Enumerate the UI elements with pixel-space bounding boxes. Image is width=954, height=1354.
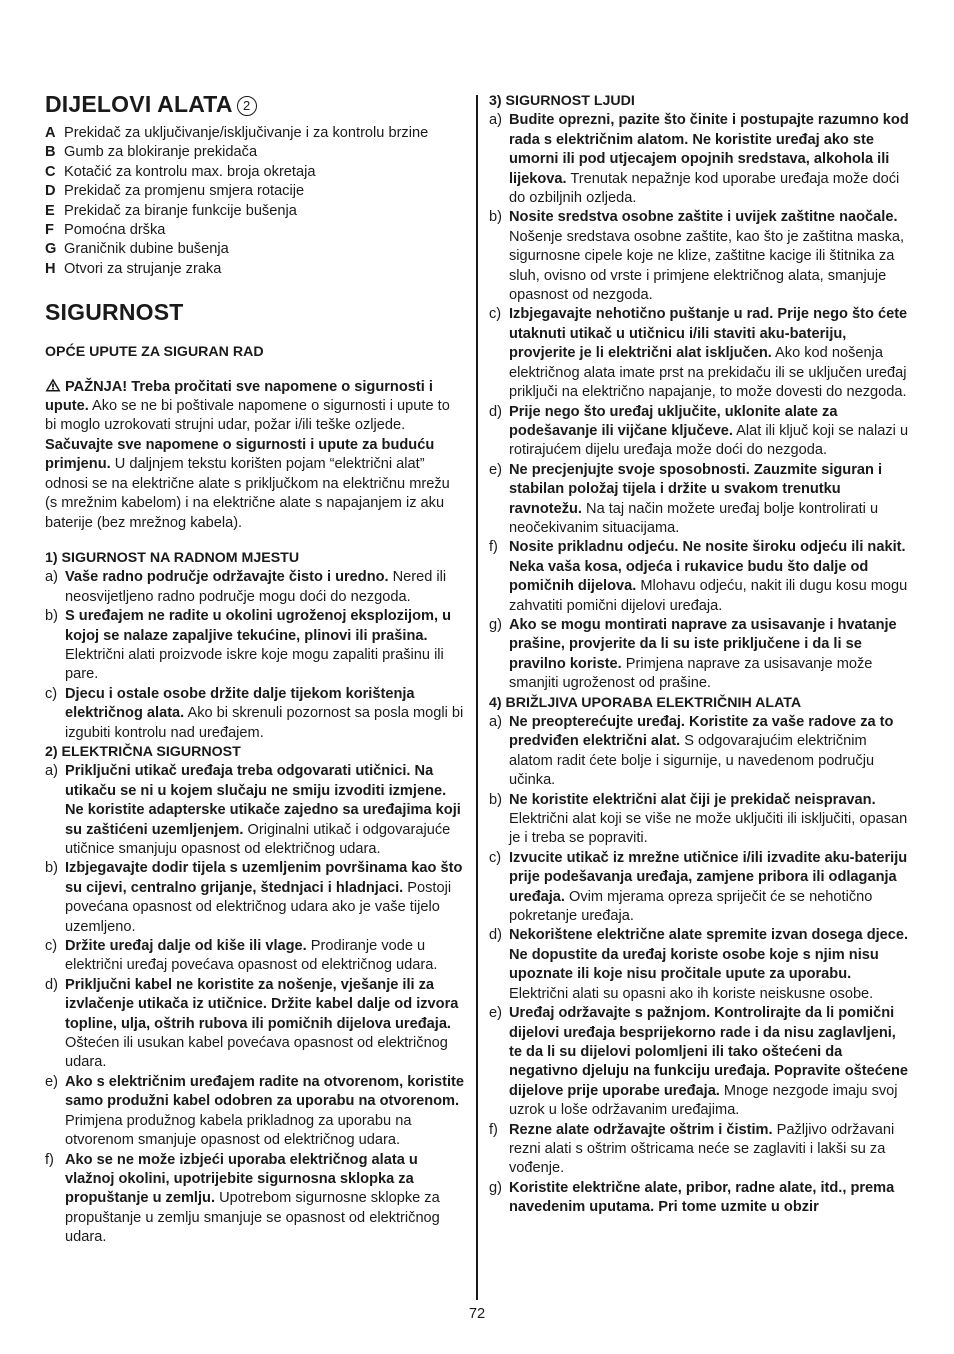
list-item: a) Vaše radno područje održavajte čisto i uredno. Nered ili neosvijetljeno radno područje mogu doći do nezgoda. bbox=[45, 569, 447, 605]
list-item: b) Ne koristite električni alat čiji je prekidač neispravan. Električni alat koji se više ne može uključiti ili isključiti, opasan je i treba se popraviti. bbox=[489, 791, 908, 847]
list-item: e) Ne precjenjujte svoje sposobnosti. Zauzmite siguran i stabilan položaj tijela i držite u svakom trenutku ravnotežu. Na taj način možete uređaj bolje kontrolirati u neočekivanim situacijama. bbox=[489, 461, 883, 536]
list-item: b) Nosite sredstva osobne zaštite i uvijek zaštitne naočale. Nošenje sredstava osobne zaštite, kao što je zaštitna maska, sigurnosne cipele koje ne klize, zaštitne kacige ili štitnika za sluh, ovisno od vrste i primjene električnog alata, smanjuje opasnost od nezgoda. bbox=[489, 209, 905, 304]
list-item: e) Uređaj održavajte s pažnjom. Kontrolirajte da li pomični dijelovi uređaja besprijekorno rade i da nisu zaglavljeni, te da li su dijelovi polomljeni ili tako oštećeni da negativno djeluju na funkciju uređaja. Popravite oštećene dijelove prije uporabe uređaja. Mnoge nezgode imaju svoj uzrok u loše održavanim uređajima. bbox=[489, 1005, 908, 1119]
list-item: d) Priključni kabel ne koristite za nošenje, vješanje ili za izvlačenje utikača iz utičnice. Držite kabel dalje od izvora topline, ulja, oštrih rubova ili pomičnih dijelova uređaja. Oštećen ili usukan kabel povećava opasnost od električnog udara. bbox=[45, 976, 459, 1071]
list-item: c) Djecu i ostale osobe držite dalje tijekom korištenja električnog alata. Ako bi skrenuli pozornost sa posla mogli bi izgubiti kontrolu nad uređajem. bbox=[45, 685, 464, 741]
section-list bbox=[489, 111, 911, 693]
list-item: b) S uređajem ne radite u okolini ugroženoj eksplozijom, u kojoj se nalaze zapaljive tekućine, plinovi ili prašina. Električni alati proizvode iskre koje mogu zapaliti prašinu ili pare. bbox=[45, 608, 451, 683]
list-item: f) Nosite prikladnu odjeću. Ne nosite široku odjeću ili nakit. Neka vaša kosa, odjeća i rukavice budu što dalje od pomičnih dijelova. Mlohavu odjeću, nakit ili dugu kosu mogu zahvatiti pomični dijelovi uređaja. bbox=[489, 539, 908, 614]
list-item: d) Prije nego što uređaj uključite, uklonite alate za podešavanje ili vijčane ključeve. Alat ili ključ koji se nalazi u rotirajućem dijelu uređaja može doći do nezgoda. bbox=[489, 403, 909, 459]
part-item: E Prekidač za biranje funkcije bušenja bbox=[45, 202, 297, 219]
part-item: B Gumb za blokiranje prekidača bbox=[45, 144, 258, 161]
left-column bbox=[45, 90, 465, 1248]
list-item: d) Nekorištene električne alate spremite izvan dosega djece. Ne dopustite da uređaj koriste osobe koje s njim nisu upoznate ili koje nisu pročitale upute za uporabu. Električni alati su opasni ako ih koriste neiskusne osobe. bbox=[489, 927, 909, 1002]
list-item: a) Ne preopterećujte uređaj. Koristite za vaše radove za to predviđen električni alat. S odgovarajućim električnim alatom radit ćete bolje i sigurnije, u navedenom području učinka. bbox=[489, 714, 894, 789]
list-item: g) Ako se mogu montirati naprave za usisavanje i hvatanje prašine, provjerite da li su iste priključene i da li se pravilno koriste. Primjena naprave za usisavanje može smanjiti ugroženost od prašine. bbox=[489, 616, 897, 692]
part-item: H Otvori za strujanje zraka bbox=[45, 260, 222, 277]
part-item: F Pomoćna drška bbox=[45, 222, 166, 239]
section-list bbox=[489, 713, 911, 1218]
figure-reference: 2 bbox=[237, 96, 257, 116]
list-item: f) Ako se ne može izbjeći uporaba električnog alata u vlažnoj okolini, upotrijebite sigurnosna sklopka za propuštanje u zemlju. Upotrebom sigurnosne sklopke za propuštanje u zemlju smanjuje se opasnost od električnog udara. bbox=[45, 1151, 440, 1246]
section-heading: 3) SIGURNOST LJUDI bbox=[489, 93, 635, 109]
part-item: C Kotačić za kontrolu max. broja okretaja bbox=[45, 163, 316, 180]
list-item: g) Koristite električne alate, pribor, radne alate, itd., prema navedenim uputama. Pri tome uzmite u obzir bbox=[489, 1179, 895, 1216]
list-item: f) Rezne alate održavajte oštrim i čistim. Pažljivo održavani rezni alati s oštrim oštricama neće se zaglaviti i lakši su za vođenje. bbox=[489, 1121, 895, 1177]
safety-heading: SIGURNOST bbox=[45, 299, 184, 326]
warning-paragraph: PAŽNJA! Treba pročitati sve napomene o sigurnosti i upute. Ako se ne bi poštivale napomene o sigurnosti i upute to bi moglo uzrokovati strujni udar, požar i/ili teške ozljede. Sačuvajte sve napomene o sigurnosti i upute za buduću primjenu. U daljnjem tekstu korišten pojam “električni alat” odnosi se na električne alate s priključkom na električnu mrežu (s mrežnim kabelom) i na električne alate s napajanjem iz aku baterije (bez mrežnog kabela). bbox=[45, 378, 450, 531]
section-list bbox=[45, 762, 465, 1247]
page-number: 72 bbox=[468, 1306, 486, 1322]
column-divider bbox=[476, 95, 478, 1300]
warning-triangle-icon bbox=[45, 378, 61, 392]
list-item: e) Ako s električnim uređajem radite na otvorenom, koristite samo produžni kabel odobren za uporabu na otvorenom. Primjena produžnog kabela prikladnog za uporabu na otvorenom smanjuje opasnost od električnog udara. bbox=[45, 1073, 465, 1149]
part-item: D Prekidač za promjenu smjera rotacije bbox=[45, 183, 305, 200]
general-rules-heading: OPĆE UPUTE ZA SIGURAN RAD bbox=[45, 344, 264, 361]
parts-heading: DIJELOVI ALATA 2 bbox=[45, 90, 465, 118]
parts-list bbox=[45, 124, 465, 279]
part-item: A Prekidač za uključivanje/isključivanje i za kontrolu brzine bbox=[45, 125, 429, 141]
section-heading: 1) SIGURNOST NA RADNOM MJESTU bbox=[45, 549, 300, 566]
list-item: c) Izbjegavajte nehotično puštanje u rad. Prije nego što ćete utaknuti utikač u utičnicu i/ili staviti aku-bateriju, provjerite je li električni alat isključen. Ako kod nošenja električnog alata imate prst na prekidaču ili se uključen uređaj priključi na električno napajanje, to može dovesti do nezgoda. bbox=[489, 306, 908, 401]
list-item: a) Priključni utikač uređaja treba odgovarati utičnici. Na utikaču se ni u kojem slučaju ne smiju izvoditi izmjene. Ne koristite adapterske utikače zajedno sa uređajima koji su zaštićeni uzemljenjem. Originalni utikač i odgovarajuće utičnice smanjuju opasnost od električnog udara. bbox=[45, 763, 461, 857]
list-item: a) Budite oprezni, pazite što činite i postupajte razumno kod rada s električnim alatom. Ne koristite uređaj ako ste umorni ili pod utjecajem opojnih sredstava, alkohola ili lijekova. Trenutak nepažnje kod uporabe uređaja može doći do ozbiljnih ozljeda. bbox=[489, 112, 909, 207]
right-column bbox=[489, 92, 911, 1218]
section-list bbox=[45, 568, 465, 743]
part-item: G Graničnik dubine bušenja bbox=[45, 241, 229, 258]
list-item: c) Izvucite utikač iz mrežne utičnice i/ili izvadite aku-bateriju prije podešavanja uređaja, zamjene pribora ili odlaganja uređaja. Ovim mjerama opreza spriječit će se nehotično pokretanje uređaja. bbox=[489, 849, 908, 925]
list-item: b) Izbjegavajte dodir tijela s uzemljenim površinama kao što su cijevi, centralno grijanje, štednjaci i hladnjaci. Postoji povećana opasnost od električnog udara ako je vaše tijelo uzemljeno. bbox=[45, 860, 463, 935]
section-heading: 2) ELEKTRIČNA SIGURNOST bbox=[45, 743, 241, 760]
list-item: c) Držite uređaj dalje od kiše ili vlage. Prodiranje vode u električni uređaj povećava opasnost od električnog udara. bbox=[45, 938, 438, 974]
section-heading: 4) BRIŽLJIVA UPORABA ELEKTRIČNIH ALATA bbox=[489, 694, 802, 711]
